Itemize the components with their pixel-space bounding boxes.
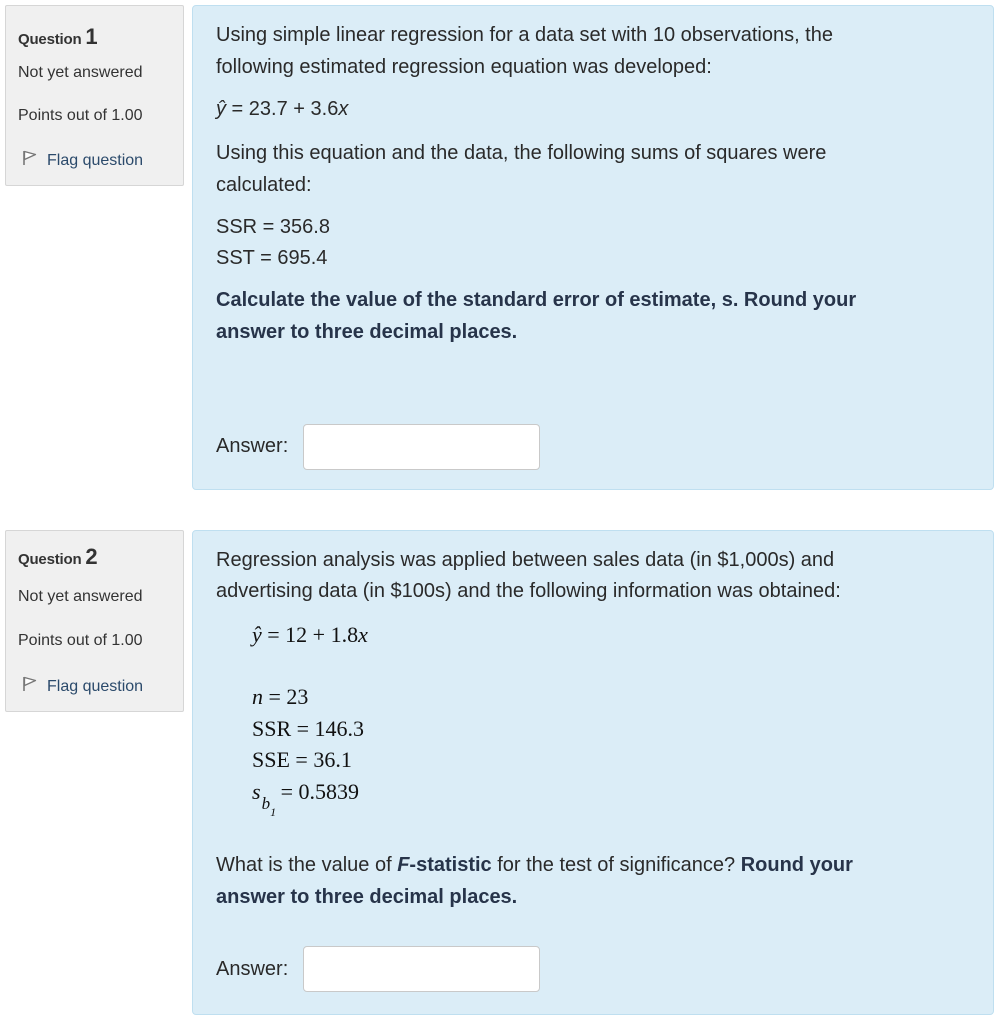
s-var: s xyxy=(252,779,261,804)
question-1-content xyxy=(192,5,994,490)
flag-question-label: Flag question xyxy=(47,677,144,695)
n-var: n xyxy=(252,684,263,709)
ssr-value: SSR = 356.8 xyxy=(216,216,330,238)
question-text-line: advertising data (in $100s) and the following information was obtained: xyxy=(216,580,841,602)
question-text-line: following estimated regression equation was developed: xyxy=(216,56,712,78)
question-2-content xyxy=(192,530,994,1015)
flag-question-label: Flag question xyxy=(47,151,144,169)
flag-question-button[interactable] xyxy=(23,676,143,697)
equation-var: x xyxy=(358,622,368,647)
question-number xyxy=(18,544,97,570)
n-value xyxy=(252,684,308,710)
b-subsub: 1 xyxy=(270,805,277,819)
question-prompt xyxy=(216,854,853,877)
question-text-line: Using this equation and the data, the following sums of squares were xyxy=(216,142,827,164)
question-number-value: 1 xyxy=(85,24,98,49)
prompt-pre: What is the value of xyxy=(216,854,398,876)
question-text-line: Regression analysis was applied between sales data (in $1,000s) and xyxy=(216,549,835,571)
sse-value: SSE = 36.1 xyxy=(252,747,352,772)
question-number xyxy=(18,24,97,50)
sst-value: SST = 695.4 xyxy=(216,247,328,269)
question-number-value: 2 xyxy=(85,544,98,569)
equation-var: x xyxy=(338,98,349,120)
answer-label: Answer: xyxy=(216,435,289,457)
answer-label: Answer: xyxy=(216,958,289,980)
question-2-info xyxy=(5,530,184,712)
question-grade: Points out of 1.00 xyxy=(18,107,143,124)
equation-rhs: = 23.7 + 3.6 xyxy=(226,98,339,120)
flag-icon xyxy=(23,676,37,697)
question-state: Not yet answered xyxy=(18,64,143,81)
y-hat: ŷ xyxy=(252,622,262,647)
regression-equation xyxy=(252,622,368,648)
question-1-info xyxy=(5,5,184,186)
b-subscript xyxy=(261,794,277,819)
regression-equation xyxy=(216,98,348,121)
flag-icon xyxy=(23,150,37,171)
prompt-mid: for the test of significance? xyxy=(491,854,741,876)
question-prompt: answer to three decimal places. xyxy=(216,886,518,908)
ssr-value: SSR = 146.3 xyxy=(252,716,365,741)
sb-val: = 0.5839 xyxy=(275,779,359,804)
question-prompt: Calculate the value of the standard error of estimate, s. Round your xyxy=(216,289,857,311)
answer-input[interactable] xyxy=(303,946,540,992)
question-text-line: Using simple linear regression for a data set with 10 observations, the xyxy=(216,24,833,46)
prompt-stat: -statistic xyxy=(409,854,492,876)
y-hat: ŷ xyxy=(216,98,226,120)
prompt-round: Round your xyxy=(740,854,853,876)
question-label: Question xyxy=(18,31,82,48)
question-state: Not yet answered xyxy=(18,588,143,605)
question-grade: Points out of 1.00 xyxy=(18,632,143,649)
answer-input[interactable] xyxy=(303,424,540,470)
n-val: = 23 xyxy=(263,684,309,709)
question-label: Question xyxy=(18,551,82,568)
flag-question-button[interactable] xyxy=(23,150,143,171)
sb1-value xyxy=(252,779,359,819)
question-prompt: answer to three decimal places. xyxy=(216,321,518,343)
equation-rhs: = 12 + 1.8 xyxy=(261,622,359,647)
prompt-f: F xyxy=(397,854,410,876)
b-sub: b xyxy=(261,794,271,813)
question-text-line: calculated: xyxy=(216,174,312,196)
